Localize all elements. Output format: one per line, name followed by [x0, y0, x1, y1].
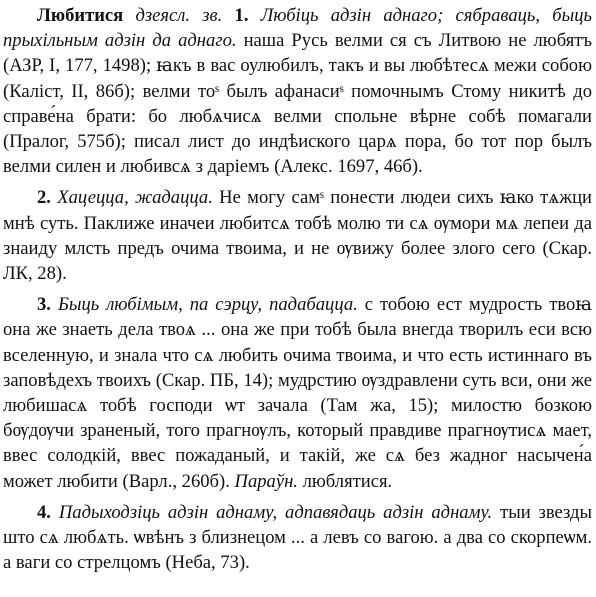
compare-word: люблятися.	[297, 470, 393, 492]
grammar-label: дзеясл. зв.	[135, 5, 223, 26]
sense-1-number: 1.	[234, 5, 249, 26]
sense-1-paragraph	[3, 3, 592, 179]
sense-4-definition: Падыходзіць адзін аднаму, адпавядаць адзін аднаму.	[58, 501, 493, 523]
sense-2-quotes: Не могу самˢ понести людеи сихъ ꙗко тѧжци мнѣ суть. Паклиже иначеи любитсѧ тобѣ молю ти сѧ ѹмори мѧ лепеи да знаиду млсть предъ очима твоима, и не ѹвижу более злого сего (Скар. ЛК, 28).	[3, 187, 592, 285]
headword: Любитися	[37, 5, 124, 26]
sense-1-quotes: наша Русь велми ся съ Литвою не любятъ (АЗР, I, 177, 1498); ꙗкъ в вас оулюбилъ, такъ и вы любѣтесѧ межи собою (Калiст, II, 86б); велми тоˢ былъ афанасиˢ помочнымъ Стому никитѣ до справе́на брати: бо любѧчисѧ велми спольне вѣрне собѣ помагали (Пралог, 575б); писал лист до индѣиского царѧ пора, бо тот пор былъ велми силен и любивсѧ з дарiемъ (Алекс. 1697, 46б).	[3, 30, 592, 178]
sense-3-number: 3.	[37, 294, 51, 316]
sense-4-number: 4.	[37, 501, 51, 523]
sense-1-definition: Любіць адзін аднаго; сябраваць, быць прыхільным адзін да аднаго.	[3, 5, 592, 52]
sense-4-quotes: тыи звезды што сѧ любѧть. ѡвѣнъ з близнецом ... а левъ со вагою. а два со скорпеѡм. а ваги со стрелцомъ (Неба, 73).	[3, 501, 592, 574]
sense-3-paragraph	[3, 292, 592, 494]
sense-2-definition: Хацецца, жадацца.	[57, 187, 213, 209]
compare-label: Параўн.	[234, 470, 298, 492]
sense-3-definition: Быць любімым, па сэрцу, падабацца.	[57, 294, 358, 316]
sense-3-quotes: с тобою ест мудрость твоꙗ она же знаеть дела твоѧ ... она же при тобѣ была внегда творилъ еси всю вселенную, и знала что сѧ любить очима твоима, и что есть истиннаго въ заповѣдехъ твоихъ (Скар. ПБ, 14); мудрстию ѹздравлени суть вси, они же любишасѧ тобѣ господи ѡт зачала (Там жа, 15); милостю бозкою бѹдѹчи зраненый, того прагнѹлъ, который правдиве прагнѹтисѧ мает, ввес солодкiй, ввес пожаданый, и такiй, же сѧ без жадног насычен́а может любити (Варл., 260б).	[3, 294, 592, 492]
sense-2-paragraph	[3, 185, 592, 286]
sense-2-number: 2.	[37, 187, 51, 209]
sense-4-paragraph	[3, 500, 592, 576]
